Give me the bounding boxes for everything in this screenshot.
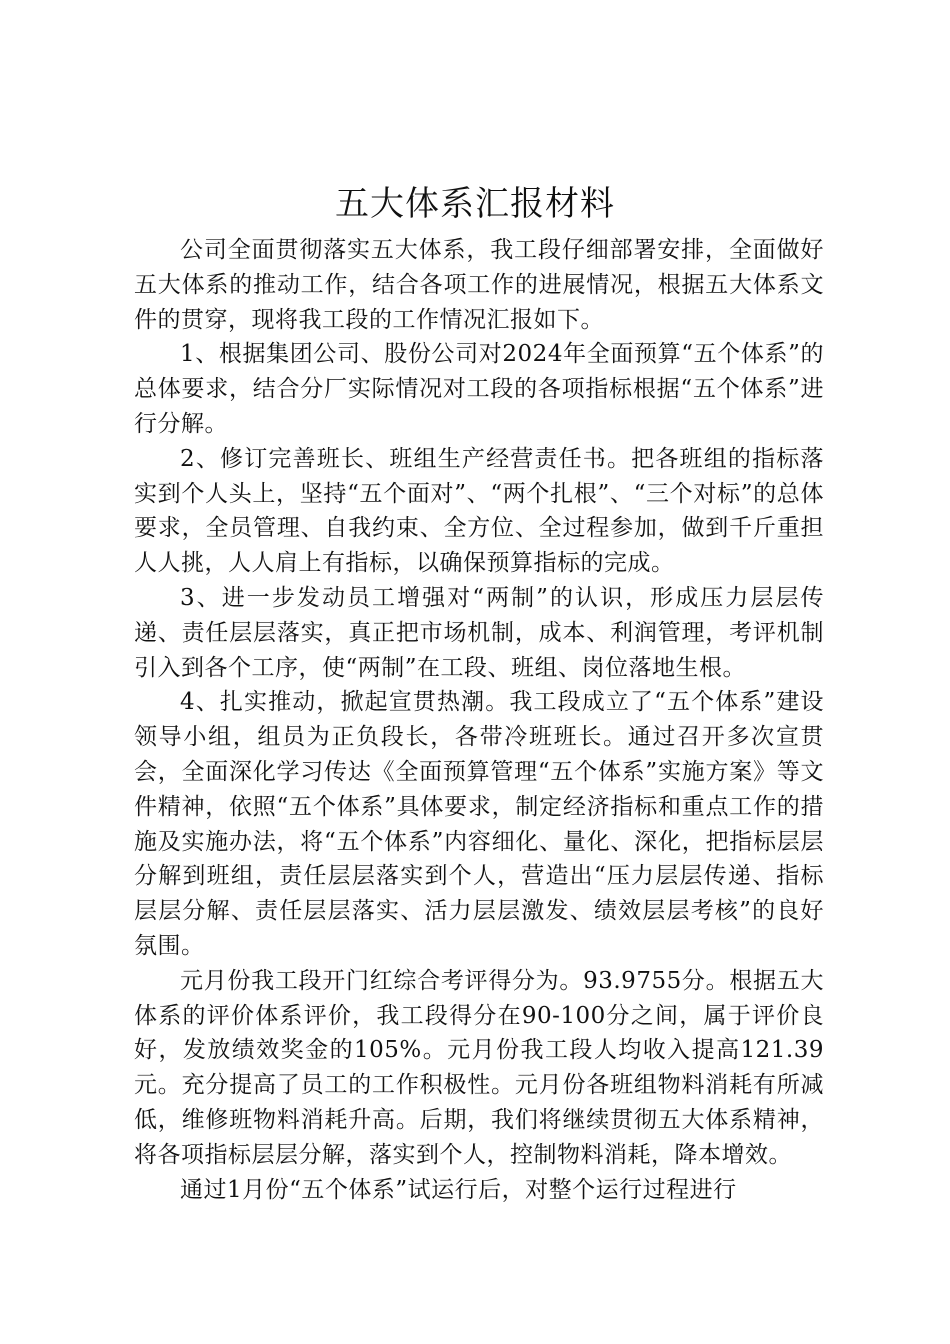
document-body — [134, 233, 824, 1207]
paragraph-item-4: 4、扎实推动，掀起宣贯热潮。我工段成立了“五个体系”建设领导小组，组员为正负段长，各带冷班班长。通过召开多次宣贯会，全面深化学习传达《全面预算管理“五个体系”实施方案》等文件精神，依照“五个体系”具体要求，制定经济指标和重点工作的措施及实施办法，将“五个体系”内容细化、量化、深化，把指标层层分解到班组，责任层层落实到个人，营造出“压力层层传递、指标层层分解、责任层层落实、活力层层激发、绩效层层考核”的良好氛围。 — [134, 689, 824, 959]
paragraph-followup: 通过1月份“五个体系”试运行后，对整个运行过程进行 — [180, 1176, 737, 1203]
paragraph-intro: 公司全面贯彻落实五大体系，我工段仔细部署安排，全面做好五大体系的推动工作，结合各项工作的进展情况，根据五大体系文件的贯穿，现将我工段的工作情况汇报如下。 — [134, 237, 824, 333]
paragraph-item-1: 1、根据集团公司、股份公司对2024年全面预算“五个体系”的总体要求，结合分厂实际情况对工段的各项指标根据“五个体系”进行分解。 — [134, 341, 824, 437]
paragraph-item-2: 2、修订完善班长、班组生产经营责任书。把各班组的指标落实到个人头上，坚持“五个面对”、“两个扎根”、“三个对标”的总体要求，全员管理、自我约束、全方位、全过程参加，做到千斤重担人人挑，人人肩上有指标，以确保预算指标的完成。 — [134, 445, 824, 577]
paragraph-results: 元月份我工段开门红综合考评得分为。93.9755分。根据五大体系的评价体系评价，我工段得分在90-100分之间，属于评价良好，发放绩效奖金的105%。元月份我工段人均收入提高121.39元。充分提高了员工的工作积极性。元月份各班组物料消耗有所减低，维修班物料消耗升高。后期，我们将继续贯彻五大体系精神，将各项指标层层分解，落实到个人，控制物料消耗，降本增效。 — [134, 967, 824, 1168]
document-title: 五大体系汇报材料 — [335, 184, 615, 224]
paragraph-item-3: 3、进一步发动员工增强对“两制”的认识，形成压力层层传递、责任层层落实，真正把市场机制，成本、利润管理，考评机制引入到各个工序，使“两制”在工段、班组、岗位落地生根。 — [134, 584, 824, 681]
